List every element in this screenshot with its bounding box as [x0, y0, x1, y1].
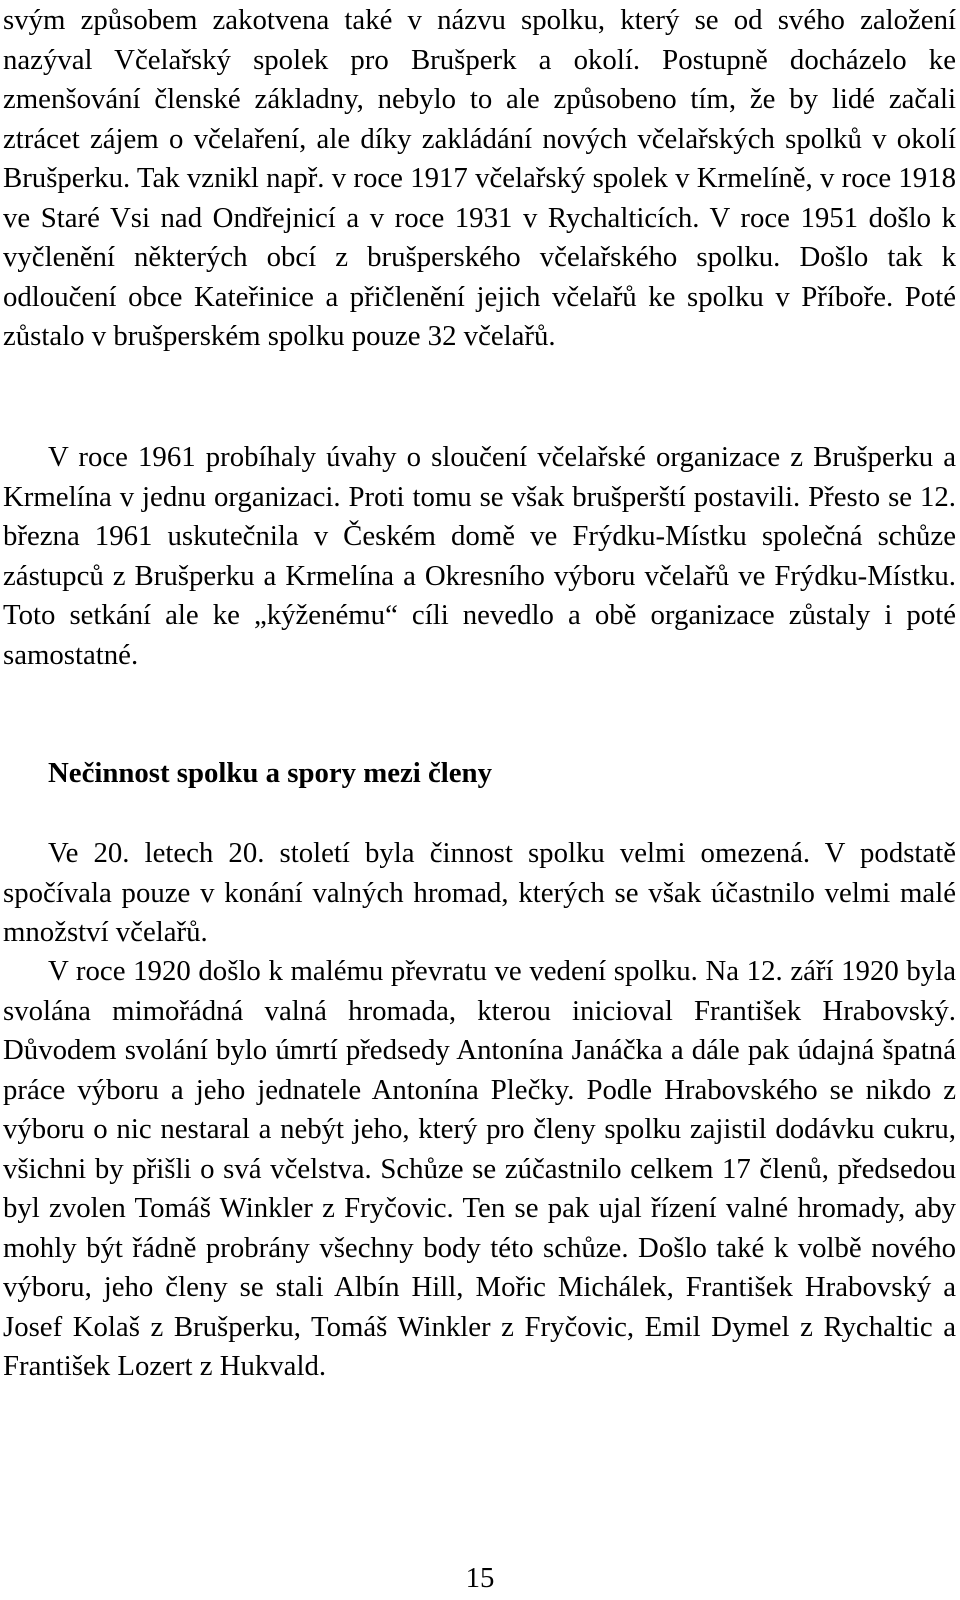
page-number: 15 — [465, 1562, 495, 1594]
paragraph-merger-discussion: V roce 1961 probíhaly úvahy o sloučení včelařské organizace z Brušperku a Krmelína v jednu organizaci. Proti tomu se však brušperští postavili. Přesto se 12. března 1961 uskutečnila v Českém domě ve Frýdku-Místku společná schůze zástupců z Brušperku a Krmelína a Okresního výboru včelařů ve Frýdku-Místku. Toto setkání ale ke „kýženému“ cíli nevedlo a obě organizace zůstaly i poté samostatné. — [3, 441, 956, 671]
paragraph-leadership-change: V roce 1920 došlo k malému převratu ve vedení spolku. Na 12. září 1920 byla svolána mimořádná valná hromada, kterou inicioval František Hrabovský. Důvodem svolání bylo úmrtí předsedy Antonína Janáčka a dále pak údajná špatná práce výboru a jeho jednatele Antonína Plečky. Podle Hrabovského se nikdo z výboru o nic nestaral a nebýt jeho, který pro členy spolku zajistil dodávku cukru, všichni by přišli o svá včelstva. Schůze se zúčastnilo celkem 17 členů, předsedou byl zvolen Tomáš Winkler z Fryčovic. Ten se pak ujal řízení valné hromady, aby mohly být řádně probrány všechny body této schůze. Došlo také k volbě nového výboru, jeho členy se stali Albín Hill, Mořic Michálek, František Hrabovský a Josef Kolaš z Brušperku, Tomáš Winkler z Fryčovic, Emil Dymel z Rychaltic a František Lozert z Hukvald. — [3, 955, 956, 1382]
paragraph-bee-society-history: svým způsobem zakotvena také v názvu spolku, který se od svého založení nazýval Včelařský spolek pro Brušperk a okolí. Postupně docházelo ke zmenšování členské základny, nebylo to ale způsobeno tím, že by lidé začali ztrácet zájem o včelaření, ale díky zakládání nových včelařských spolků v okolí Brušperku. Tak vznikl např. v roce 1917 včelařský spolek v Krmelíně, v roce 1918 ve Staré Vsi nad Ondřejnicí a v roce 1931 v Rychalticích. V roce 1951 došlo k vyčlenění některých obcí z brušperského včelařského spolku. Došlo tak k odloučení obce Kateřinice a přičlenění jejich včelařů ke spolku v Příboře. Poté zůstalo v brušperském spolku pouze 32 včelařů. — [3, 4, 956, 352]
section-heading: Nečinnost spolku a spory mezi členy — [48, 757, 492, 789]
paragraph-inactivity: Ve 20. letech 20. století byla činnost spolku velmi omezená. V podstatě spočívala pouze v konání valných hromad, kterých se však účastnilo velmi malé množství včelařů. — [3, 837, 956, 948]
